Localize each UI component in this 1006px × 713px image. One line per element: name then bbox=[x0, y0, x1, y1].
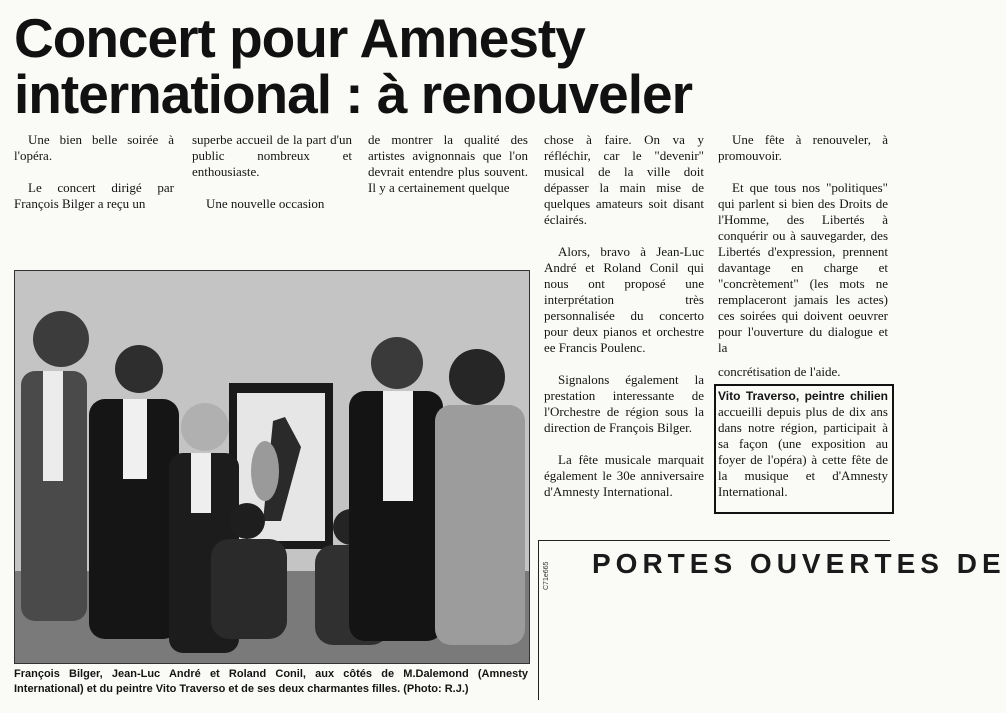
sidebar-note-text: accueilli depuis plus de dix ans dans notre région, participait à sa façon (une exposition au foyer de l'opéra) à cette fête de la musique et d'Amnesty International. bbox=[718, 404, 888, 499]
paragraph: Et que tous nos "politiques" qui parlent si bien des Droits de l'Homme, des Libertés à conquérir ou à sauvegarder, des Libertés d'expression, prennent davantage en charge et "concrètement" (les mots ne remplaceront jamais les actes) ces soirées qui doivent oeuvrer pour l'ouverture du dialogue et la bbox=[718, 180, 888, 355]
article-column-3 bbox=[368, 132, 528, 212]
paragraph: de montrer la qualité des artistes avignonnais que l'on devrait entendre plus souvent. Il y a certainement quelque bbox=[368, 132, 528, 195]
paragraph: Alors, bravo à Jean-Luc André et Roland Conil qui nous ont proposé une interprétation très personnalisée du concerto pour deux pianos et orchestre ee Francis Poulenc. bbox=[544, 244, 704, 355]
group-photo bbox=[14, 270, 530, 664]
headline-line-2: international : à renouveler bbox=[14, 63, 693, 125]
paragraph: La fête musicale marquait également le 30e anniversaire d'Amnesty International. bbox=[544, 452, 704, 499]
article-column-2 bbox=[192, 132, 352, 228]
photo-illustration bbox=[15, 271, 529, 663]
paragraph: Signalons également la prestation interessante de l'Orchestre de région sous la direction de François Bilger. bbox=[544, 372, 704, 435]
adjacent-banner-title: PORTES OUVERTES DE bbox=[592, 548, 1006, 579]
headline bbox=[14, 7, 693, 125]
article-column-1 bbox=[14, 132, 174, 228]
paragraph: concrétisation de l'aide. bbox=[718, 364, 841, 379]
article-column-5 bbox=[718, 132, 888, 396]
photo-caption: François Bilger, Jean-Luc André et Roland Conil, aux côtés de M.Dalemond (Amnesty International) et du peintre Vito Traverso et de ses deux charmantes filles. (Photo: R.J.) bbox=[14, 668, 528, 695]
paragraph: Une fête à renouveler, à promouvoir. bbox=[718, 132, 888, 163]
sidebar-note bbox=[718, 388, 888, 500]
divider bbox=[538, 540, 890, 541]
sidebar-note-name: Vito Traverso, peintre chilien bbox=[718, 389, 888, 403]
paragraph: Le concert dirigé par François Bilger a reçu un bbox=[14, 180, 174, 211]
headline-line-1: Concert pour Amnesty bbox=[14, 7, 585, 69]
paragraph: superbe accueil de la part d'un public nombreux et enthousiaste. bbox=[192, 132, 352, 179]
article-column-4 bbox=[544, 132, 704, 516]
paragraph: Une bien belle soirée à l'opéra. bbox=[14, 132, 174, 163]
divider bbox=[538, 540, 539, 700]
paragraph: Une nouvelle occasion bbox=[206, 196, 325, 211]
side-code: C71e665 bbox=[543, 561, 550, 590]
paragraph: chose à faire. On va y réfléchir, car le "devenir" musical de la ville doit dépasser la main mise de quelques amateurs soit disant éclairés. bbox=[544, 132, 704, 227]
